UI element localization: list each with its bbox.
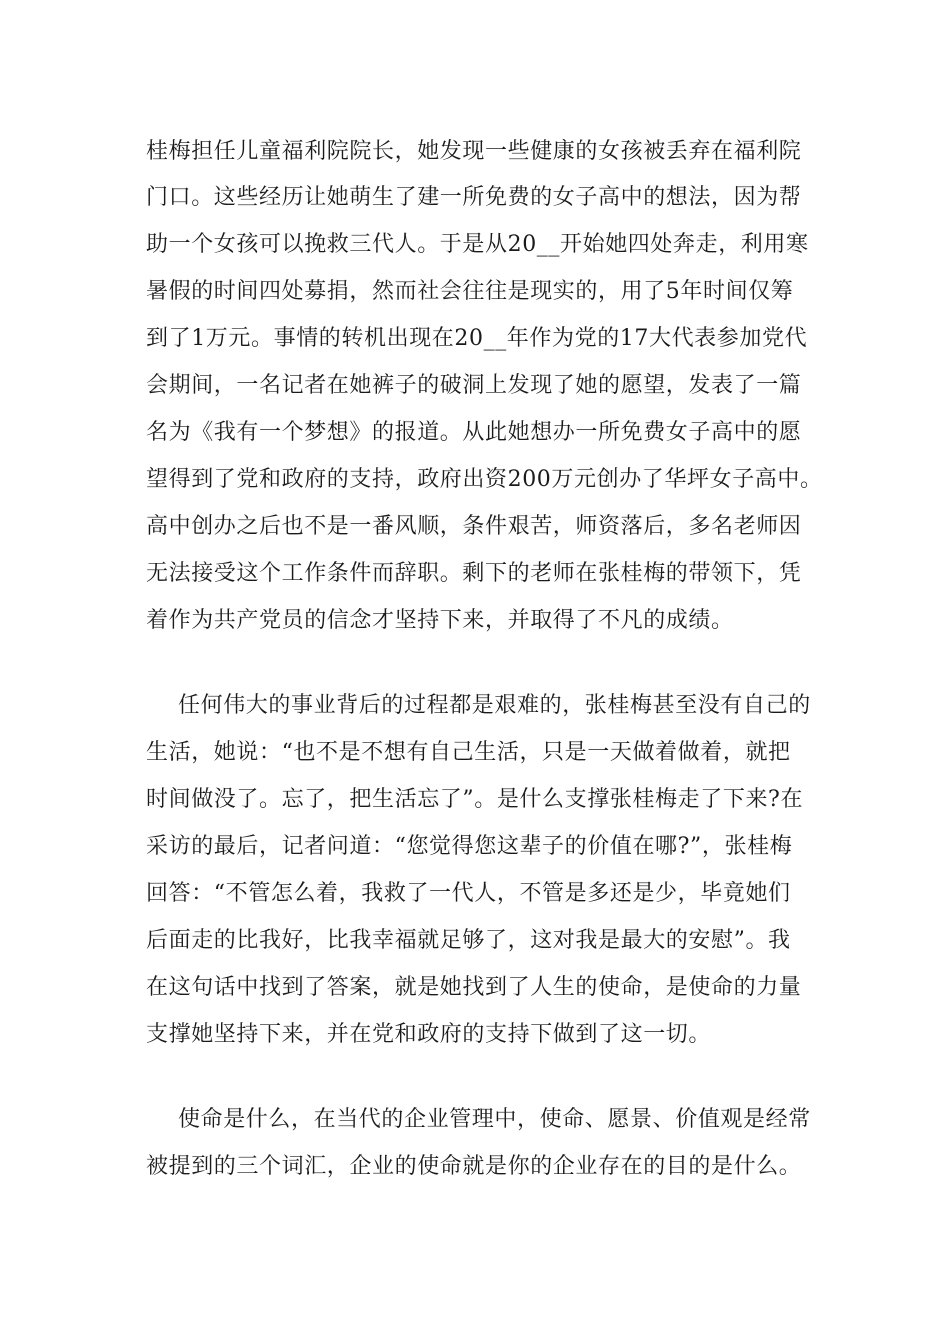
text-line: 任何伟大的事业背后的过程都是艰难的，张桂梅甚至没有自己的 bbox=[178, 693, 811, 718]
text-line: 望得到了党和政府的支持，政府出资200万元创办了华坪女子高中。 bbox=[146, 467, 823, 492]
text-line: 到了1万元。事情的转机出现在20__年作为党的17大代表参加党代 bbox=[146, 326, 808, 351]
text-line: 助一个女孩可以挽救三代人。于是从20__开始她四处奔走，利用寒 bbox=[146, 232, 809, 257]
text-line: 采访的最后，记者问道：“您觉得您这辈子的价值在哪?”，张桂梅 bbox=[146, 834, 793, 859]
text-line: 时间做没了。忘了，把生活忘了”。是什么支撑张桂梅走了下来?在 bbox=[146, 787, 804, 812]
text-line: 在这句话中找到了答案，就是她找到了人生的使命，是使命的力量 bbox=[146, 975, 802, 1000]
text-line: 会期间，一名记者在她裤子的破洞上发现了她的愿望，发表了一篇 bbox=[146, 373, 802, 398]
text-line: 暑假的时间四处募捐，然而社会往往是现实的，用了5年时间仅筹 bbox=[146, 279, 794, 304]
text-line: 后面走的比我好，比我幸福就足够了，这对我是最大的安慰”。我 bbox=[146, 928, 791, 953]
text-line: 无法接受这个工作条件而辞职。剩下的老师在张桂梅的带领下，凭 bbox=[146, 561, 802, 586]
text-line: 使命是什么，在当代的企业管理中，使命、愿景、价值观是经常 bbox=[178, 1107, 811, 1132]
text-line: 支撑她坚持下来，并在党和政府的支持下做到了这一切。 bbox=[146, 1022, 712, 1047]
text-line: 高中创办之后也不是一番风顺，条件艰苦，师资落后，多名老师因 bbox=[146, 514, 802, 539]
text-line: 桂梅担任儿童福利院院长，她发现一些健康的女孩被丢弃在福利院 bbox=[146, 139, 802, 164]
text-line: 回答：“不管怎么着，我救了一代人，不管是多还是少，毕竟她们 bbox=[146, 881, 791, 906]
text-line: 名为《我有一个梦想》的报道。从此她想办一所免费女子高中的愿 bbox=[146, 420, 802, 445]
text-line: 着作为共产党员的信念才坚持下来，并取得了不凡的成绩。 bbox=[146, 608, 734, 633]
text-line: 被提到的三个词汇，企业的使命就是你的企业存在的目的是什么。 bbox=[146, 1154, 802, 1179]
text-line: 生活，她说：“也不是不想有自己生活，只是一天做着做着，就把 bbox=[146, 740, 791, 765]
text-line: 门口。这些经历让她萌生了建一所免费的女子高中的想法，因为帮 bbox=[146, 185, 802, 210]
